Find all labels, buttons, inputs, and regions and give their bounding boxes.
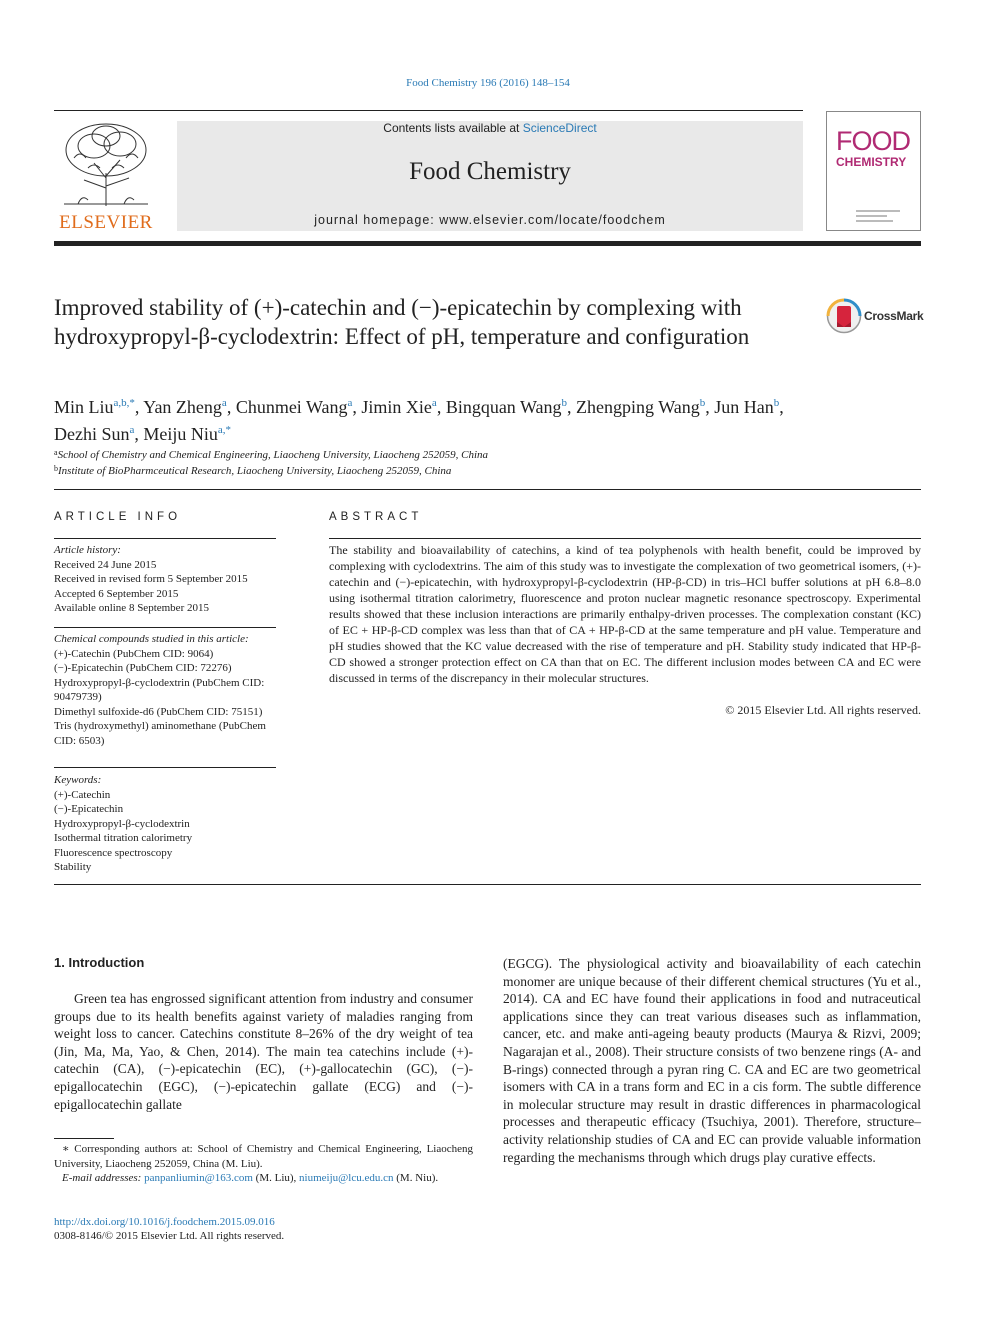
compound-entry: Hydroxypropyl-β-cyclodextrin (PubChem CID: 90479739): [54, 676, 265, 703]
author-name: Jun Han: [714, 397, 774, 417]
keyword-entry: (+)-Catechin: [54, 788, 111, 801]
crossmark-icon: [826, 298, 862, 334]
author-name: Yan Zheng: [143, 397, 222, 417]
email-owner-niu: (M. Niu).: [396, 1172, 439, 1184]
keyword-entry: Fluorescence spectroscopy: [54, 846, 173, 859]
author-affiliation-mark[interactable]: a,b,*: [113, 397, 135, 409]
abstract-heading: ABSTRACT: [329, 511, 423, 523]
sciencedirect-link[interactable]: ScienceDirect: [522, 121, 597, 135]
email-owner-liu: (M. Liu),: [255, 1172, 297, 1184]
issn-line: 0308-8146/© 2015 Elsevier Ltd. All rights reserved.: [54, 1230, 285, 1242]
author-name: Zhengping Wang: [576, 397, 700, 417]
contents-prefix: Contents lists available at: [383, 121, 523, 135]
email-link-niu[interactable]: niumeiju@lcu.edu.cn: [299, 1172, 394, 1184]
keyword-entry: Isothermal titration calorimetry: [54, 832, 193, 844]
footnote-emails: [54, 1171, 473, 1186]
header-rule: [54, 110, 803, 111]
author-separator: ,: [226, 397, 236, 417]
abstract-copyright: © 2015 Elsevier Ltd. All rights reserved.: [725, 703, 921, 717]
author-name: Jimin Xie: [361, 397, 432, 417]
affiliation: [54, 462, 924, 478]
author-list: [54, 392, 924, 446]
divider: [329, 538, 921, 539]
section-heading-introduction: 1. Introduction: [54, 955, 145, 970]
author-name: Meiju Niu: [143, 424, 218, 444]
history-entry: Received 24 June 2015: [54, 558, 157, 571]
author-name: Bingquan Wang: [445, 397, 562, 417]
keyword-entry: Stability: [54, 861, 92, 873]
footnote: [54, 1142, 473, 1186]
chemical-compounds: [54, 632, 276, 748]
article-history-label: Article history:: [54, 544, 121, 556]
footnote-corresponding: ∗ Corresponding authors at: School of Chemistry and Chemical Engineering, Liaocheng University, Liaocheng 252059, China (M. Liu).: [54, 1143, 473, 1170]
intro-paragraph-right: (EGCG). The physiological activity and bioavailability of each catechin monomer are unique because of their different chemical structures (Yu et al., 2014). CA and EC have found their applications in food and nutraceutical applications since they can treat various diseases such as inflammation, cancer, etc. and make anti-ageing beauty products (Maurya & Rizvi, 2009; Nagarajan et al., 2008). Their structure consists of two benzene rings (A- and B-rings) connected through a pyran ring C. CA and EC are two geometrical isomers with CA in a trans form and EC in a cis form. The subtle difference in molecular structure may result in drastic differences in pharmacological processes and therapeutic efficacy (Tsuchiya, 2001). Therefore, structure–activity relationship studies of CA and EC can provide valuable information regarding the mechanisms through which drugs play curative effects.: [503, 956, 921, 1165]
history-entry: Received in revised form 5 September 2015: [54, 573, 248, 585]
affiliation-text: Institute of BioPharmceutical Research, Liaocheng University, Liaocheng 252059, China: [58, 465, 452, 477]
compound-entry: (−)-Epicatechin (PubChem CID: 72276): [54, 662, 232, 674]
history-entry: Accepted 6 September 2015: [54, 587, 179, 600]
compounds-label: Chemical compounds studied in this article:: [54, 633, 249, 645]
journal-title: Food Chemistry: [409, 158, 571, 185]
article-info-heading: ARTICLE INFO: [54, 511, 182, 523]
journal-citation[interactable]: Food Chemistry 196 (2016) 148–154: [406, 77, 570, 89]
keyword-entry: Hydroxypropyl-β-cyclodextrin: [54, 817, 190, 830]
abstract-text: The stability and bioavailability of catechins, a kind of tea polyphenols with health benefit, could be improved by complexing with cyclodextrins. The aim of this study was to investigate the complexation of two geometrical isomers, (+)-catechin and (−)-epicatechin, with hydroxypropyl-β-cyclodextrin (HP-β-CD) in tris–HCl buffer solutions at pH 6.8–8.0 using isothermal titration calorimetry, fluorescence and proton nuclear magnetic resonance spectroscopy. Experimental results showed that these inclusion interactions are primarily enthalpy-driven processes. The complexation constant (KC) of EC + HP-β-CD complex was less than that of CA + HP-β-CD at the same temperature and pH value. Temperature and pH studies showed that the KC value decreased with the rise of temperature and pH. Stability study indicated that HP-β-CD showed a stronger protection effect on CA than that on EC. The different inclusion modes between CA and EC were discussed in terms of the discrepancy in their molecular structures.: [329, 543, 921, 685]
compound-entry: (+)-Catechin (PubChem CID: 9064): [54, 647, 214, 660]
divider: [54, 884, 921, 885]
elsevier-wordmark: ELSEVIER: [59, 212, 153, 233]
author-affiliation-mark[interactable]: a: [221, 397, 227, 409]
author-affiliation-mark[interactable]: b: [561, 397, 568, 409]
author-affiliation-mark[interactable]: a,*: [217, 424, 232, 436]
author-separator: ,: [134, 397, 144, 417]
divider: [54, 627, 276, 628]
email-link-liu[interactable]: panpanliumin@163.com: [144, 1172, 253, 1184]
author-separator: ,: [436, 397, 446, 417]
keywords-label: Keywords:: [54, 774, 102, 786]
compound-entry: Dimethyl sulfoxide-d6 (PubChem CID: 75151): [54, 705, 263, 718]
author-separator: ,: [134, 424, 144, 444]
affiliation-text: School of Chemistry and Chemical Engineering, Liaocheng University, Liaocheng 252059, China: [57, 449, 489, 461]
keywords: [54, 773, 276, 875]
email-label: E-mail addresses:: [62, 1172, 142, 1184]
intro-paragraph-left: Green tea has engrossed significant attention from industry and consumer groups due to its health benefits against variety of maladies ranging from weight loss to cancer. Catechins constitute 8–26% of the dry weight of tea (Jin, Ma, Ma, Yao, & Chen, 2014). The main tea catechins include (+)-catechin (CA), (−)-epicatechin (EC), (+)-gallocatechin (GC), (−)-epigallocatechin (EGC), (−)-epicatechin gallate (ECG) and (−)-epigallocatechin gallate: [54, 991, 473, 1112]
author-affiliation-mark[interactable]: a: [347, 397, 353, 409]
author-name: Chunmei Wang: [235, 397, 348, 417]
doi-link[interactable]: http://dx.doi.org/10.1016/j.foodchem.2015.09.016: [54, 1216, 275, 1228]
cover-title-food: FOOD: [836, 126, 910, 156]
contents-line: [177, 121, 803, 135]
affiliation-list: [54, 446, 924, 478]
divider: [54, 538, 276, 539]
author-name: Min Liu: [54, 397, 114, 417]
author-affiliation-mark[interactable]: b: [773, 397, 780, 409]
article-title: Improved stability of (+)-catechin and (−)-epicatechin by complexing with hydroxypropyl-β-cyclodextrin: Effect of pH, temperature and configuration: [54, 295, 750, 349]
crossmark-label[interactable]: CrossMark: [864, 309, 924, 323]
affiliation-mark: b: [54, 464, 58, 473]
history-entries: [54, 558, 276, 616]
affiliation-mark: a: [54, 448, 58, 457]
article-history: [54, 543, 276, 616]
author-name: Dezhi Sun: [54, 424, 130, 444]
author-affiliation-mark[interactable]: b: [699, 397, 706, 409]
compound-entry: Tris (hydroxymethyl) aminomethane (PubChem CID: 6503): [54, 720, 266, 747]
cover-title-chemistry: CHEMISTRY: [836, 155, 907, 169]
cover-decoration: [856, 210, 900, 225]
journal-homepage[interactable]: journal homepage: www.elsevier.com/locate/foodchem: [314, 213, 666, 227]
footnote-rule: [54, 1138, 114, 1139]
affiliation: [54, 446, 924, 462]
history-entry: Available online 8 September 2015: [54, 602, 209, 614]
author-separator: ,: [705, 397, 715, 417]
author-affiliation-mark[interactable]: a: [431, 397, 437, 409]
compound-entries: [54, 647, 276, 749]
author-separator: ,: [567, 397, 577, 417]
header-thick-rule: [54, 241, 921, 246]
divider: [54, 767, 276, 768]
author-separator: ,: [779, 397, 784, 417]
keyword-entry: (−)-Epicatechin: [54, 803, 124, 815]
author-separator: ,: [352, 397, 362, 417]
divider: [54, 489, 921, 490]
keyword-entries: [54, 788, 276, 875]
author-affiliation-mark[interactable]: a: [129, 424, 135, 436]
